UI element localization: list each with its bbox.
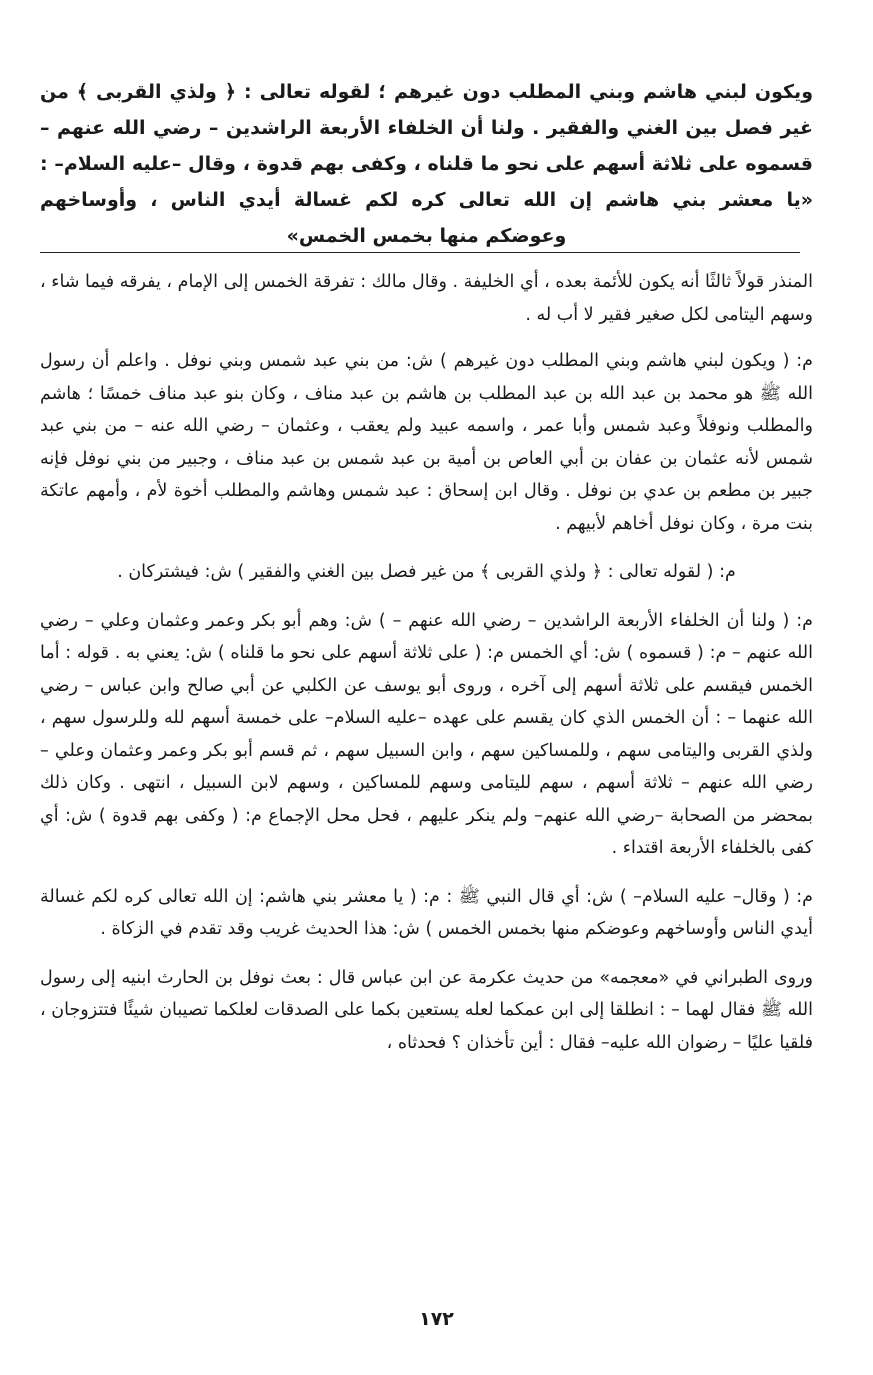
- main-text-block: [40, 74, 813, 254]
- commentary-paragraph: المنذر قولاً ثالثًا أنه يكون للأئمة بعده ، أي الخليفة . وقال مالك : تفرقة الخمس إلى الإمام ، يفرقه فيما شاء ، وسهم اليتامى لكل صغير فقير لا أب له .: [40, 272, 813, 325]
- commentary-paragraph: م: ( وقال– عليه السلام– ) ش: أي قال النبي ﷺ : م: ( يا معشر بني هاشم: إن الله تعالى كره لكم غسالة أيدي الناس وأوساخهم وعوضكم منها بخمس الخمس ) ش: هذا الحديث غريب وقد تقدم في الزكاة .: [40, 886, 813, 939]
- commentary-paragraph: م: ( ويكون لبني هاشم وبني المطلب دون غيرهم ) ش: من بني عبد شمس وبني نوفل . واعلم أن رسول الله ﷺ هو محمد بن عبد الله بن عبد المطلب بن هاشم بن عبد مناف ، وكان بنو عبد مناف خمسًا ؛ هاشم والمطلب ونوفلاً وعبد شمس وأبا عمر ، واسمه عبيد ولم يعقب ، وعثمان – رضي الله عنه – من بني عبد شمس لأنه عثمان بن عفان بن أبي العاص بن أمية بن عبد شمس بن عبد مناف ، وجبير من بني نوفل فإنه جبير بن مطعم بن عدي بن نوفل . وقال ابن إسحاق : عبد شمس وهاشم والمطلب أخوة لأم ، وأمهم عاتكة بنت مرة ، وكان نوفل أخاهم لأبيهم .: [40, 351, 813, 534]
- commentary-paragraph: وروى الطبراني في «معجمه» من حديث عكرمة عن ابن عباس قال : بعث نوفل بن الحارث ابنيه إلى رسول الله ﷺ فقال لهما – : انطلقا إلى ابن عمكما لعله يستعين بكما على الصدقات لعلكما تصيبان شيئًا فتتزوجان ، فلقيا عليًا – رضوان الله عليه– فقال : أين تأخذان ؟ فحدثاه ،: [40, 967, 813, 1053]
- commentary-paragraph: م: ( ولنا أن الخلفاء الأربعة الراشدين – رضي الله عنهم – ) ش: وهم أبو بكر وعمر وعثمان وعلي – رضي الله عنهم – م: ( قسموه ) ش: أي الخمس م: ( على ثلاثة أسهم على نحو ما قلناه ) ش: يعني به . قوله : أما الخمس فيقسم على ثلاثة أسهم إلى آخره ، وروى أبو يوسف عن الكلبي عن أبي صالح وابن عباس – رضي الله عنهما – : أن الخمس الذي كان يقسم على عهده –عليه السلام– على خمسة أسهم لله وللرسول سهم ، ولذي القربى واليتامى سهم ، وللمساكين سهم ، وابن السبيل سهم ، ثم قسم أبو بكر وعمر وعثمان وعلي – رضي الله عنهم – ثلاثة أسهم ، سهم لليتامى وسهم للمساكين ، وسهم لابن السبيل ، انتهى . وكان ذلك بمحضر من الصحابة –رضي الله عنهم– ولم ينكر عليهم ، فحل محل الإجماع م: ( وكفى بهم قدوة ) ش: أي كفى بالخلفاء الأربعة اقتداء .: [40, 610, 813, 858]
- commentary-paragraph: م: ( لقوله تعالى : ﴿ ولذي القربى ﴾ من غير فصل بين الغني والفقير ) ش: فيشتركان .: [117, 562, 736, 582]
- main-text-paragraph: ويكون لبني هاشم وبني المطلب دون غيرهم ؛ لقوله تعالى : ﴿ ولذي القربى ﴾ من غير فصل بين الغني والفقير . ولنا أن الخلفاء الأربعة الراشدين – رضي الله عنهم – قسموه على ثلاثة أسهم على نحو ما قلناه ، وكفى بهم قدوة ، وقال –عليه السلام– : «يا معشر بني هاشم إن الله تعالى كره لكم غسالة أيدي الناس ، وأوساخهم وعوضكم منها بخمس الخمس»: [40, 81, 813, 247]
- page-number: ١٧٢: [419, 1308, 454, 1330]
- footnote-divider: [40, 252, 800, 253]
- commentary-block: [40, 266, 813, 1075]
